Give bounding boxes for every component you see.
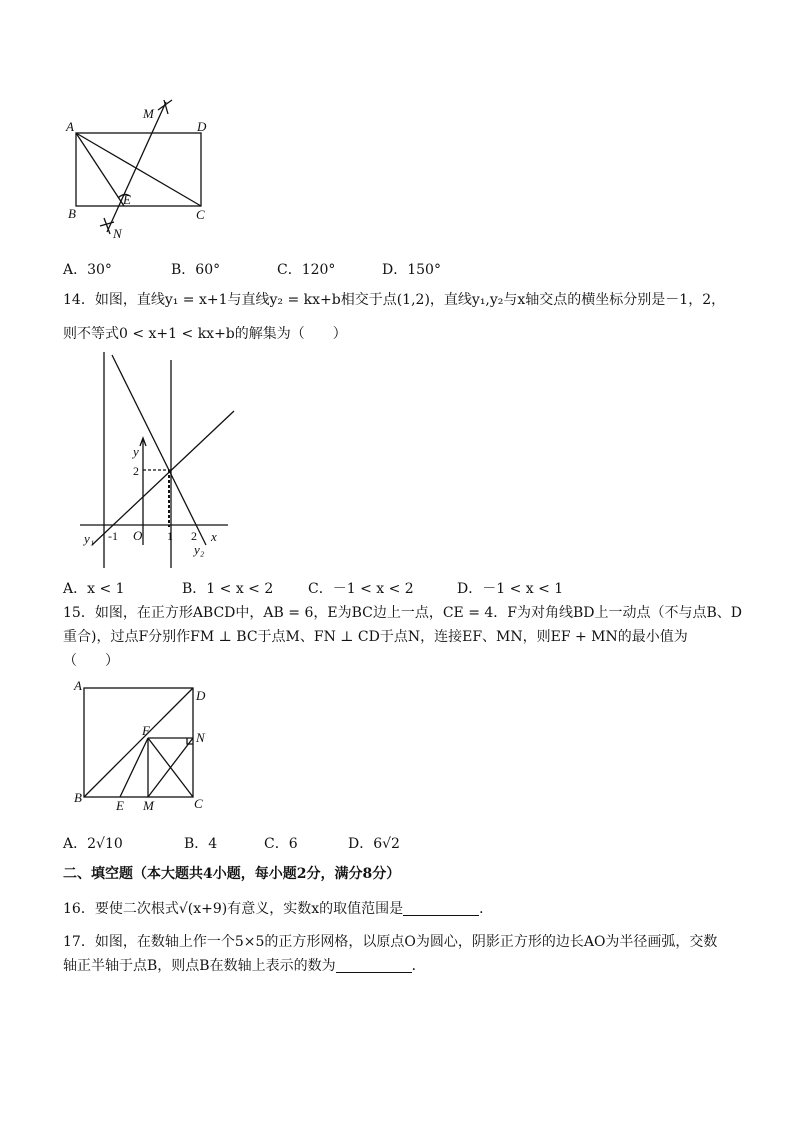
label-d: D [196,688,206,703]
q14-option-a[interactable]: A．x < 1 [63,581,125,597]
q16-answer-blank[interactable] [403,901,479,916]
label-2-x: 2 [191,529,197,543]
segment-mn [148,738,193,797]
q16-text: 16．要使二次根式√(x+9)有意义，实数x的取值范围是 [63,901,404,917]
label-d: D [197,119,207,134]
label-c: C [194,796,203,811]
angle-mark-e [118,194,130,198]
label-a: A [74,678,82,693]
q15-option-b[interactable]: B．4 [184,836,218,852]
label-m: M [143,798,154,813]
label-y2: y₂ [194,542,205,557]
diagonal-ac [76,133,201,206]
segment-fc [148,738,193,797]
label-n: N [196,730,205,745]
label-y1: y₁ [84,531,95,546]
q15-option-a[interactable]: A．2√10 [63,836,123,852]
q15-line1: 15．如图，在正方形ABCD中，AB = 6，E为BC边上一点，CE = 4．F为对角线BD上一动点（不与点B、D [63,605,743,621]
label-2-y: 2 [133,464,139,478]
line-mn [107,102,166,232]
label-n: N [113,226,122,241]
label-neg1: -1 [108,529,118,543]
q13-option-b[interactable]: B．60° [171,262,221,278]
q17-line2 [63,957,426,975]
q14-line2: 则不等式0 < x+1 < kx+b的解集为（ ） [63,326,347,342]
section-2-title: 二、填空题（本大题共4小题，每小题2分，满分8分） [63,866,401,882]
label-c: C [196,207,205,222]
q15-option-d[interactable]: D．6√2 [348,836,400,852]
label-e: E [123,192,131,207]
arc-mark-n [100,218,114,234]
line-y1 [92,411,234,545]
line-y2 [112,355,206,545]
label-f: F [142,723,150,738]
q17-answer-blank[interactable] [336,958,412,973]
q15-option-c[interactable]: C．6 [264,836,298,852]
q13-option-a[interactable]: A．30° [63,262,112,278]
q16-line [63,900,493,918]
q13-option-c[interactable]: C．120° [277,262,336,278]
q15-line2: 重合)，过点F分别作FM ⊥ BC于点M、FN ⊥ CD于点N，连接EF、MN，则EF + MN的最小值为 [63,629,688,645]
label-a: A [66,119,74,134]
square-abcd [84,688,193,797]
q14-option-d[interactable]: D．－1 < x < 1 [457,581,564,597]
q16-end: ． [479,901,494,917]
label-y: y [133,444,139,459]
q15-line3: （ ） [63,653,119,669]
arc-mark-m [158,100,172,114]
q13-option-d[interactable]: D．150° [382,262,441,278]
q17-text: 轴正半轴于点B，则点B在数轴上表示的数为 [63,958,336,974]
label-e: E [116,798,124,813]
y-axis-arrow [140,438,146,446]
label-b: B [74,790,82,805]
right-angle-n [187,738,193,744]
segment-ae [76,133,124,206]
q14-option-c[interactable]: C．－1 < x < 2 [308,581,414,597]
diagonal-bd [84,688,193,797]
rectangle-abcd [76,133,201,206]
q14-line1: 14．如图，直线y₁ = x+1与直线y₂ = kx+b相交于点(1,2)，直线y₁,y₂与x轴交点的横坐标分别是－1，2， [63,292,726,308]
label-m: M [143,106,154,121]
q17-end: ． [411,958,426,974]
label-1-x: 1 [167,529,173,543]
label-o: O [133,528,143,543]
q14-option-b[interactable]: B．1 < x < 2 [182,581,274,597]
segment-ef [120,738,148,797]
label-x: x [211,529,217,544]
label-b: B [68,206,76,221]
q17-line1: 17．如图，在数轴上作一个5×5的正方形网格，以原点O为圆心，阴影正方形的边长AO为半径画弧，交数 [63,934,718,950]
